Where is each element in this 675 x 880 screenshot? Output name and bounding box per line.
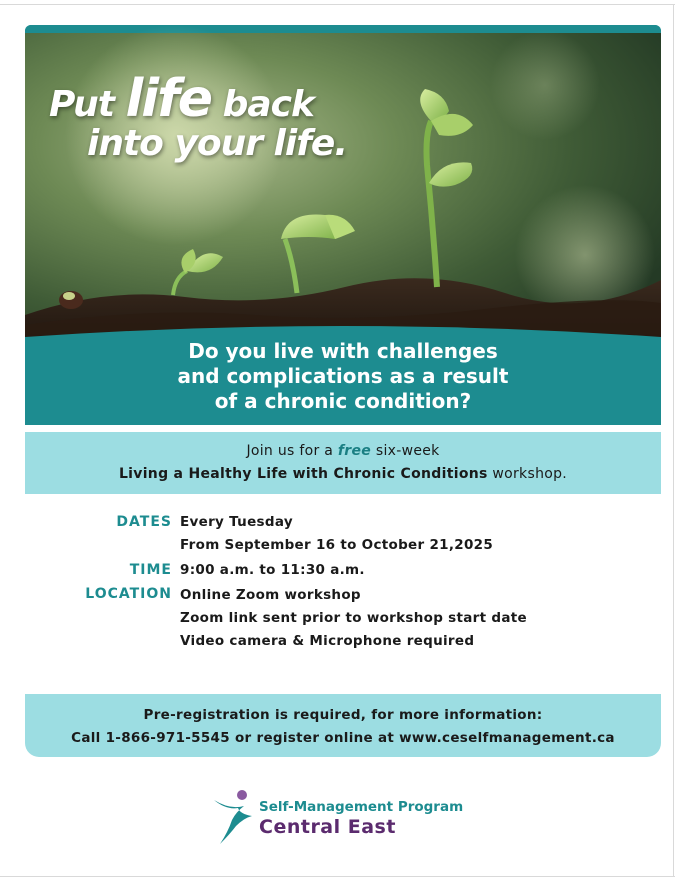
- location-value: Zoom link sent prior to workshop start date: [180, 610, 527, 626]
- dates-value: From September 16 to October 21,2025: [180, 537, 494, 553]
- free-emphasis: free: [337, 443, 372, 459]
- top-divider: [0, 4, 675, 5]
- headline-emphasis: life: [125, 69, 212, 129]
- registration-band: [25, 694, 661, 757]
- hero-banner: [25, 25, 661, 425]
- registration-line-1: Pre-registration is required, for more information:: [143, 707, 543, 723]
- location-value: Online Zoom workshop: [180, 587, 361, 603]
- question-line: Do you live with challenges: [188, 339, 498, 363]
- time-value: 9:00 a.m. to 11:30 a.m.: [180, 562, 365, 578]
- invite-line-1: [25, 443, 661, 459]
- dates-label: DATES: [116, 514, 172, 530]
- location-value: Video camera & Microphone required: [180, 633, 475, 649]
- bottom-divider: [0, 876, 675, 877]
- location-label: LOCATION: [85, 586, 172, 602]
- hero-question: [25, 339, 661, 414]
- dates-value: Every Tuesday: [180, 514, 293, 530]
- time-label: TIME: [129, 562, 172, 578]
- workshop-name: Living a Healthy Life with Chronic Conditions: [118, 466, 488, 482]
- headline-line-1: [49, 69, 314, 129]
- invite-text: workshop.: [487, 466, 568, 482]
- program-logo-icon: [210, 788, 254, 846]
- question-line: and complications as a result: [177, 364, 509, 388]
- headline-text: Put: [49, 84, 126, 125]
- right-divider: [673, 4, 674, 876]
- question-line: of a chronic condition?: [214, 389, 472, 413]
- headline-text: back: [211, 84, 314, 125]
- invite-line-2: [25, 466, 661, 482]
- invite-text: six-week: [371, 443, 440, 459]
- logo-program-name: Self-Management Program: [259, 799, 464, 815]
- headline-line-2: into your life.: [87, 123, 347, 164]
- invite-text: Join us for a: [246, 443, 338, 459]
- logo-region-name: Central East: [259, 816, 396, 838]
- registration-line-2: Call 1-866-971-5545 or register online at www.ceselfmanagement.ca: [71, 730, 615, 746]
- invite-band: [25, 432, 661, 494]
